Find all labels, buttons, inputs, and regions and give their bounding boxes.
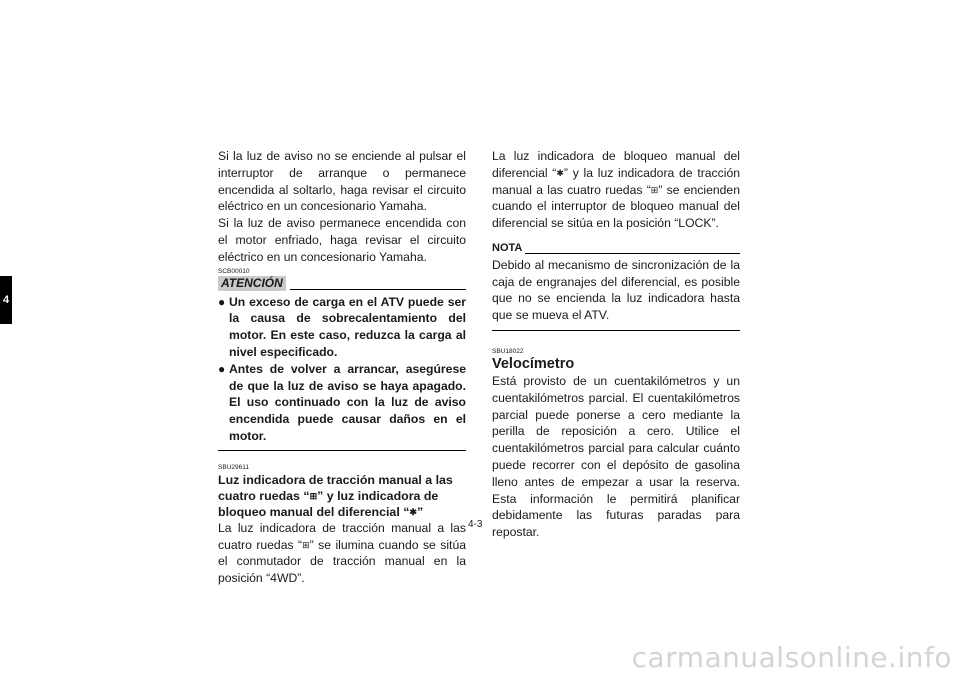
four-wheel-drive-icon: ⊞ [650, 184, 659, 195]
warning-light-paragraph-1: Si la luz de aviso no se enciende al pulsar el interruptor de arranque o permanece encendida al soltarlo, haga revisar el circuito eléctrico en un concesionario Yamaha. [218, 149, 466, 214]
diff-lock-icon: ✱ [556, 167, 564, 178]
caution-header [218, 276, 466, 291]
four-wheel-drive-icon: ⊞ [309, 490, 318, 501]
section-heading-speedometer: Velocímetro [492, 355, 575, 372]
note-rule [525, 253, 740, 254]
bullet-icon: ● [218, 294, 226, 309]
diff-lock-icon: ✱ [409, 506, 417, 517]
chapter-tab: 4 [0, 276, 12, 324]
caution-rule [290, 289, 466, 290]
caution-item-1: ● Un exceso de carga en el ATV puede ser la causa de sobrecalentamiento del motor. En este caso, reduzca la carga al nivel especificado. [218, 294, 466, 359]
note-label: NOTA [492, 241, 523, 254]
page-number: 4-3 [468, 519, 483, 530]
caution-list [218, 294, 466, 445]
section-body-4wd: La luz indicadora de tracción manual a las cuatro ruedas “⊞” se ilumina cuando se sitúa el conmutador de tracción manual en la posición “4WD”. [218, 520, 467, 586]
diff-lock-paragraph: La luz indicadora de bloqueo manual del diferencial “✱” y la luz indicadora de tracción manual a las cuatro ruedas “⊞” se encienden cuando el interruptor de bloqueo manual del diferencial se sitúa en la posición “LOCK”. [492, 149, 740, 231]
section-code-speedometer: SBU18022 [492, 347, 524, 355]
section-heading-4wd: Luz indicadora de tracción manual a las cuatro ruedas “⊞” y luz indicadora de bloqueo manual del diferencial “✱” [218, 472, 453, 519]
section-code-4wd: SBU29611 [218, 463, 249, 471]
section-body-speedometer: Está provisto de un cuentakilómetros y un cuentakilómetros parcial. El cuentakilómetros parcial puede ponerse a cero mediante la perilla de reposición a cero. Utilice el cuentakilómetros parcial para calcular cuánto puede recorrer con el depósito de gasolina lleno antes de empezar a usar la reserva. Esta información le permitirá planificar debidamente las futuras paradas para repostar. [492, 373, 740, 540]
four-wheel-drive-icon: ⊞ [302, 539, 310, 550]
caution-end-rule [218, 450, 466, 451]
right-column [492, 148, 740, 541]
caution-label: ATENCIÓN [218, 276, 286, 291]
bullet-icon: ● [218, 361, 226, 376]
note-header [492, 240, 740, 257]
left-column [218, 148, 466, 587]
watermark: carmanualsonline.info [631, 641, 952, 674]
note-end-rule [492, 330, 740, 331]
caution-code: SCB00010 [218, 267, 250, 275]
caution-item-2: ● Antes de volver a arrancar, asegúrese de que la luz de aviso se haya apagado. El uso continuado con la luz de aviso encendida puede causar daños en el motor. [218, 361, 466, 443]
warning-light-paragraph-2: Si la luz de aviso permanece encendida con el motor enfriado, haga revisar el circuito eléctrico en un concesionario Yamaha. [218, 216, 466, 264]
note-text: Debido al mecanismo de sincronización de la caja de engranajes del diferencial, es posible que no se encienda la luz indicadora hasta que se mueva el ATV. [492, 257, 740, 323]
